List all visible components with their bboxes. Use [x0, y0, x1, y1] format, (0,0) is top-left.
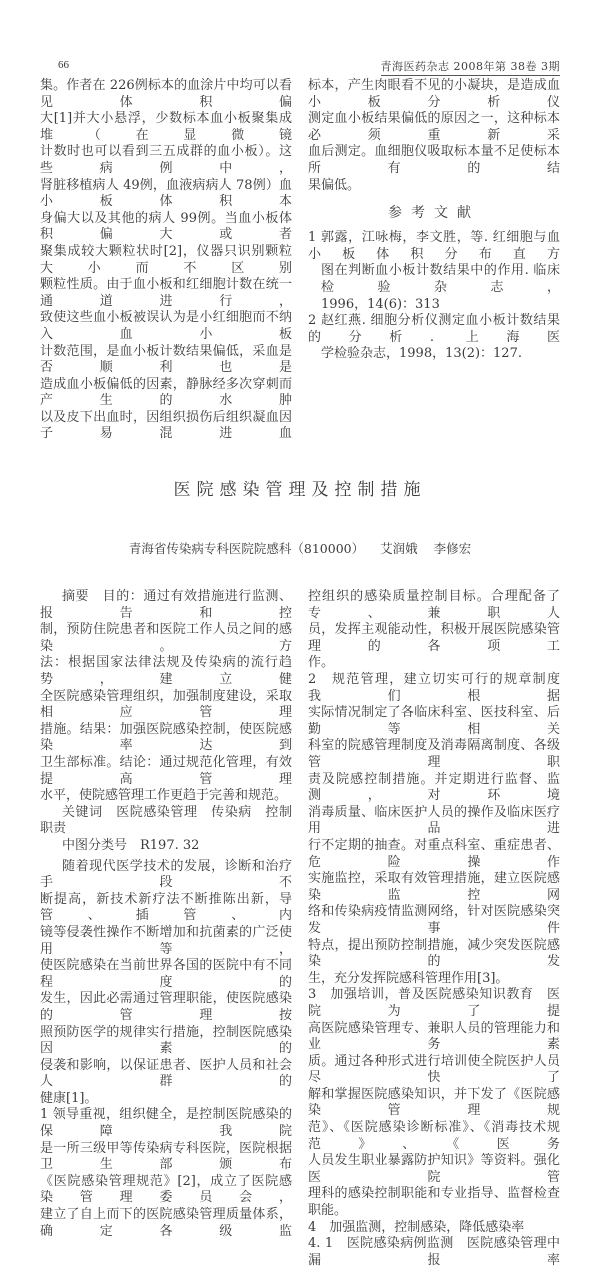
text-line: 生，充分发挥院感科管理作用[3]。	[308, 970, 509, 986]
reference-line: 学检验杂志，1998，13(2)：127.	[321, 346, 522, 362]
author: 艾润娥	[380, 541, 418, 557]
text-line: 发生，因此必需通过管理职能，使医院感染的管理按	[40, 991, 292, 1023]
author: 李修宏	[433, 541, 472, 557]
text-line: 大[1]并大小悬浮，少数标本血小板聚集成堆（在显微镜	[40, 111, 292, 143]
reference-line: 1996，14(6)：313	[321, 296, 440, 312]
text-line: 果偏低。	[308, 177, 361, 193]
running-header	[0, 0, 600, 78]
text-line: 摘要 目的：通过有效措施进行监测、报告和控	[40, 589, 292, 621]
text-line: 关键词 医院感染管理 传染病 控制 职责	[40, 804, 306, 837]
text-line: 2 规范管理，建立切实可行的规章制度 我们根据	[308, 672, 574, 704]
text-line: 《医院感染管理规范》[2]，成立了医院感染管理委员会，	[40, 1173, 292, 1206]
text-line: 标本，产生肉眼看不见的小凝块，是造成血小板分析仪	[308, 78, 560, 110]
prev-article-right-column	[308, 78, 560, 443]
text-line: 水平，使院感管理工作更趋于完善和规范。	[40, 788, 288, 804]
text-line: 3 加强培训，普及医院感染知识教育 医院为了提	[308, 987, 560, 1019]
reference-line: 2 赵红燕. 细胞分析仪测定血小板计数结果的分析. 上海医	[308, 313, 560, 345]
text-line: 侵袭和影响，以保证患者、医护人员和社会人群的	[40, 1057, 292, 1090]
text-line: 质。通过各种形式进行培训使全院医护人员尽快了	[308, 1053, 560, 1086]
text-line: 照预防医学的规律实行措施，控制医院感染因素的	[40, 1024, 292, 1057]
text-line: 法：根据国家法律法规及传染病的流行趋势，建立健	[40, 655, 292, 688]
text-line: 颗粒性质。由于血小板和红细胞计数在统一通道进行，	[40, 277, 292, 309]
text-line: 消毒质量、临床医护人员的操作及临床医疗用品进	[308, 804, 560, 837]
text-line: 责及院感控制措施。并定期进行监督、监测，对环境	[308, 771, 560, 804]
text-line: 作。	[308, 655, 335, 671]
text-line: 致使这些血小板被误认为是小红细胞而不纳入血小板	[40, 310, 292, 342]
text-line: 使医院感染在当前世界各国的医院中有不同程度的	[40, 958, 292, 990]
text-line: 中图分类号 R197. 32	[62, 837, 200, 853]
text-line: 措施。结果：加强医院感染控制，使医院感染率达到	[40, 721, 292, 754]
text-line: 集。作者在 226例标本的血涂片中均可以看见体积偏	[40, 78, 292, 110]
text-line: 实际情况制定了各临床科室、医技科室、后勤等相关	[308, 705, 560, 737]
text-line: 镜等侵袭性操作不断增加和抗菌素的广泛使用等，	[40, 924, 292, 957]
article-left-column	[40, 589, 306, 1269]
running-header-journal: 青海医药杂志 2008年第 38卷 3期	[381, 58, 560, 76]
previous-article-section	[40, 78, 560, 443]
text-line: 肾脏移植病人 49例，血液病病人 78例）血小板体积本	[40, 177, 292, 210]
text-line: 身偏大以及其他的病人 99例。当血小板体积偏大或者	[40, 210, 292, 243]
article-body-section	[40, 589, 574, 1269]
text-line: 4. 1 医院感染病例监测 医院感染管理中漏报率	[308, 1236, 560, 1268]
reference-line: 图在判断血小板计数结果中的作用. 临床检验杂志，	[321, 263, 560, 295]
text-line: 解和掌握医院感染知识，并下发了《医院感染管理规	[308, 1086, 560, 1119]
text-line: 制，预防住院患者和医院工作人员之间的感染。方	[40, 622, 292, 654]
text-line: 人员发生职业暴露防护知识》等资料。强化医院管	[308, 1153, 560, 1185]
text-line: 1 领导重视，组织健全，是控制医院感染的保障 我院	[40, 1107, 292, 1140]
references-heading: 参考文献	[388, 205, 480, 222]
text-line: 计数时也可以看到三五成群的血小板）。这些病例中，	[40, 144, 292, 176]
text-line: 计数范围，是血小板计数结果偏低，采血是否顺利也是	[40, 343, 292, 376]
prev-article-left-column	[40, 78, 292, 443]
article-byline	[0, 541, 600, 557]
text-line: 建立了自上而下的医院感染管理质量体系，确定各级监	[40, 1207, 292, 1239]
text-line: 以及皮下出血时，因组织损伤后组织凝血因子易混进血	[40, 409, 292, 442]
text-line: 控组织的感染质量控制目标。合理配备了专、兼职人	[308, 589, 560, 621]
article-title: 医院感染管理及控制措施	[173, 480, 427, 501]
text-line: 血后测定。血细胞仪吸取标本量不足使标本所有的结	[308, 144, 560, 176]
text-line: 是一所三级甲等传染病专科医院，医院根据卫生部颁布	[40, 1140, 292, 1173]
page-number: 66	[58, 59, 69, 71]
text-line: 健康[1]。	[40, 1090, 98, 1106]
text-line: 特点，提出预防控制措施，减少突发医院感染的发	[308, 937, 560, 970]
text-line: 测定血小板结果偏低的原因之一，这种标本必须重新采	[308, 111, 560, 143]
text-line: 员，发挥主观能动性，积极开展医院感染管理的各项工	[308, 622, 560, 654]
text-line: 造成血小板偏低的因素，静脉经多次穿刺而产生的水肿	[40, 376, 292, 409]
article-right-column	[308, 589, 574, 1269]
text-line: 全医院感染管理组织，加强制度建设，采取相应管理	[40, 688, 292, 721]
text-line: 络和传染病疫情监测网络，针对医院感染突发事件	[308, 904, 560, 936]
references-list	[308, 230, 560, 363]
text-line: 卫生部标准。结论：通过规范化管理，有效提高管理	[40, 755, 292, 787]
prev-article-right-text	[308, 78, 560, 194]
text-line: 聚集成较大颗粒状时[2]，仪器只识别颗粒大小而不区别	[40, 243, 292, 276]
text-line: 行不定期的抽查。对重点科室、重症患者、危险操作	[308, 837, 560, 870]
text-line: 断提高，新技术新疗法不断推陈出新，导管、插管、内	[40, 891, 292, 924]
text-line: 理科的感染控制职能和专业指导、监督检查职能。	[308, 1186, 560, 1219]
text-line: 科室的院感管理制度及消毒隔离制度、各级管理职	[308, 738, 560, 770]
reference-line: 1 郭露，江咏梅，李文胜，等. 红细胞与血小板体积分布直方	[308, 230, 560, 262]
affiliation: 青海省传染病专科医院院感科（810000）	[128, 541, 365, 557]
text-line: 4 加强监测，控制感染，降低感染率	[308, 1219, 525, 1235]
text-line: 高医院感染管理专、兼职人员的管理能力和业务素	[308, 1020, 560, 1053]
text-line: 实施监控，采取有效管理措施，建立医院感染监控网	[308, 871, 560, 903]
text-line: 随着现代医学技术的发展，诊断和治疗手段不	[40, 858, 292, 891]
text-line: 范》、《医院感染诊断标准》、《消毒技术规范》、《医务	[308, 1120, 560, 1152]
